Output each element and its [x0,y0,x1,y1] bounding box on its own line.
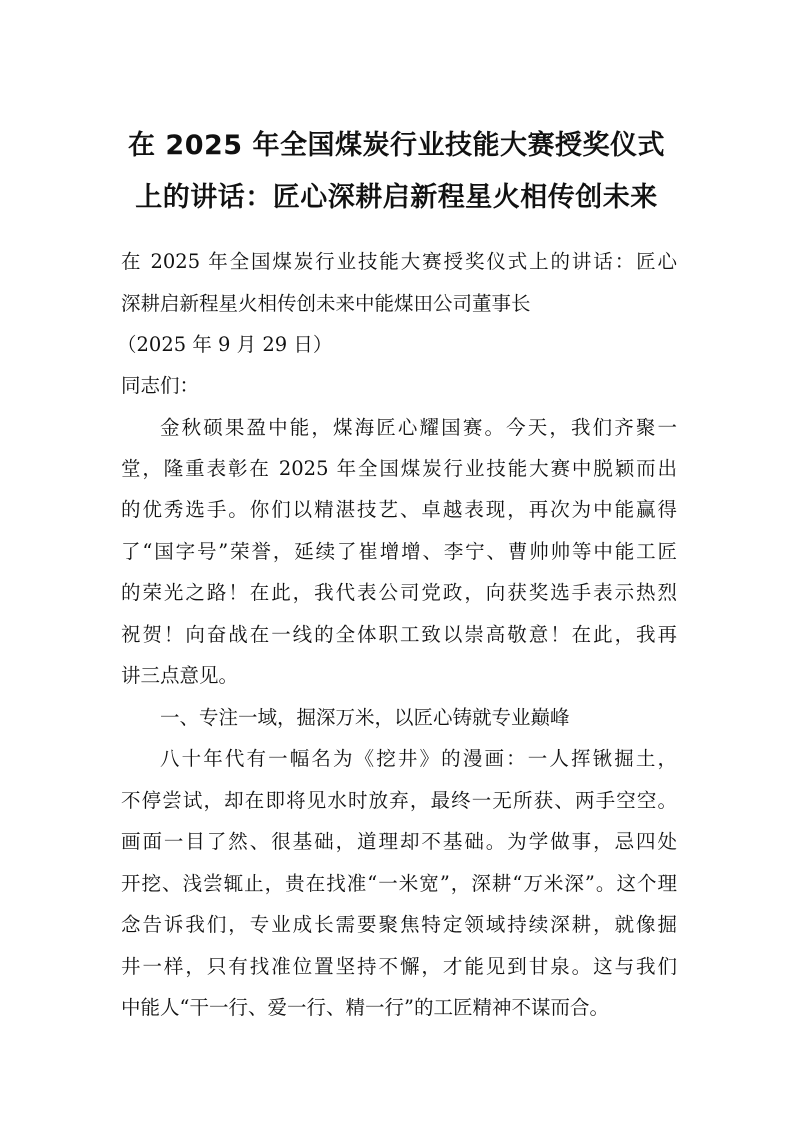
paragraph-1-line-6: 祝贺！向奋战在一线的全体职工致以崇高敬意！在此，我再 [121,623,677,646]
paragraph-2-line-4: 开挖、浅尝辄止，贵在找准“一米宽”，深耕“万米深”。这个理 [121,872,677,895]
paragraph-2-line-1: 八十年代有一幅名为《挖井》的漫画：一人挥锹掘土， [160,747,677,770]
paragraph-2-line-2: 不停尝试，却在即将见水时放弃，最终一无所获、两手空空。 [121,789,677,812]
speech-date: （2025 年 9 月 29 日） [117,333,333,356]
paragraph-1-line-1: 金秋硕果盈中能，煤海匠心耀国赛。今天，我们齐聚一 [160,416,677,439]
paragraph-1-line-3: 的优秀选手。你们以精湛技艺、卓越表现，再次为中能赢得 [121,498,677,521]
paragraph-2-line-5: 念告诉我们，专业成长需要聚焦特定领域持续深耕，就像掘 [121,913,677,936]
subtitle-line-2: 深耕启新程星火相传创未来中能煤田公司董事长 [121,292,531,315]
paragraph-2-line-7: 中能人“干一行、爱一行、精一行”的工匠精神不谋而合。 [121,996,609,1019]
section-1-heading: 一、专注一域，掘深万米，以匠心铸就专业巅峰 [160,706,570,729]
subtitle-line-1: 在 2025 年全国煤炭行业技能大赛授奖仪式上的讲话：匠心 [121,250,677,273]
paragraph-2-line-6: 井一样，只有找准位置坚持不懈，才能见到甘泉。这与我们 [121,955,677,978]
document-title-line-1: 在 2025 年全国煤炭行业技能大赛授奖仪式 [128,130,665,161]
salutation: 同志们： [121,374,200,397]
paragraph-1-line-2: 堂，隆重表彰在 2025 年全国煤炭行业技能大赛中脱颖而出 [121,457,677,480]
paragraph-2-line-3: 画面一目了然、很基础，道理却不基础。为学做事，忌四处 [121,830,677,853]
document-title-line-2: 上的讲话：匠心深耕启新程星火相传创未来 [135,182,658,213]
paragraph-1-line-4: 了“国字号”荣誉，延续了崔增增、李宁、曹帅帅等中能工匠 [121,540,677,563]
paragraph-1-line-7: 讲三点意见。 [121,664,239,687]
paragraph-1-line-5: 的荣光之路！在此，我代表公司党政，向获奖选手表示热烈 [121,581,677,604]
